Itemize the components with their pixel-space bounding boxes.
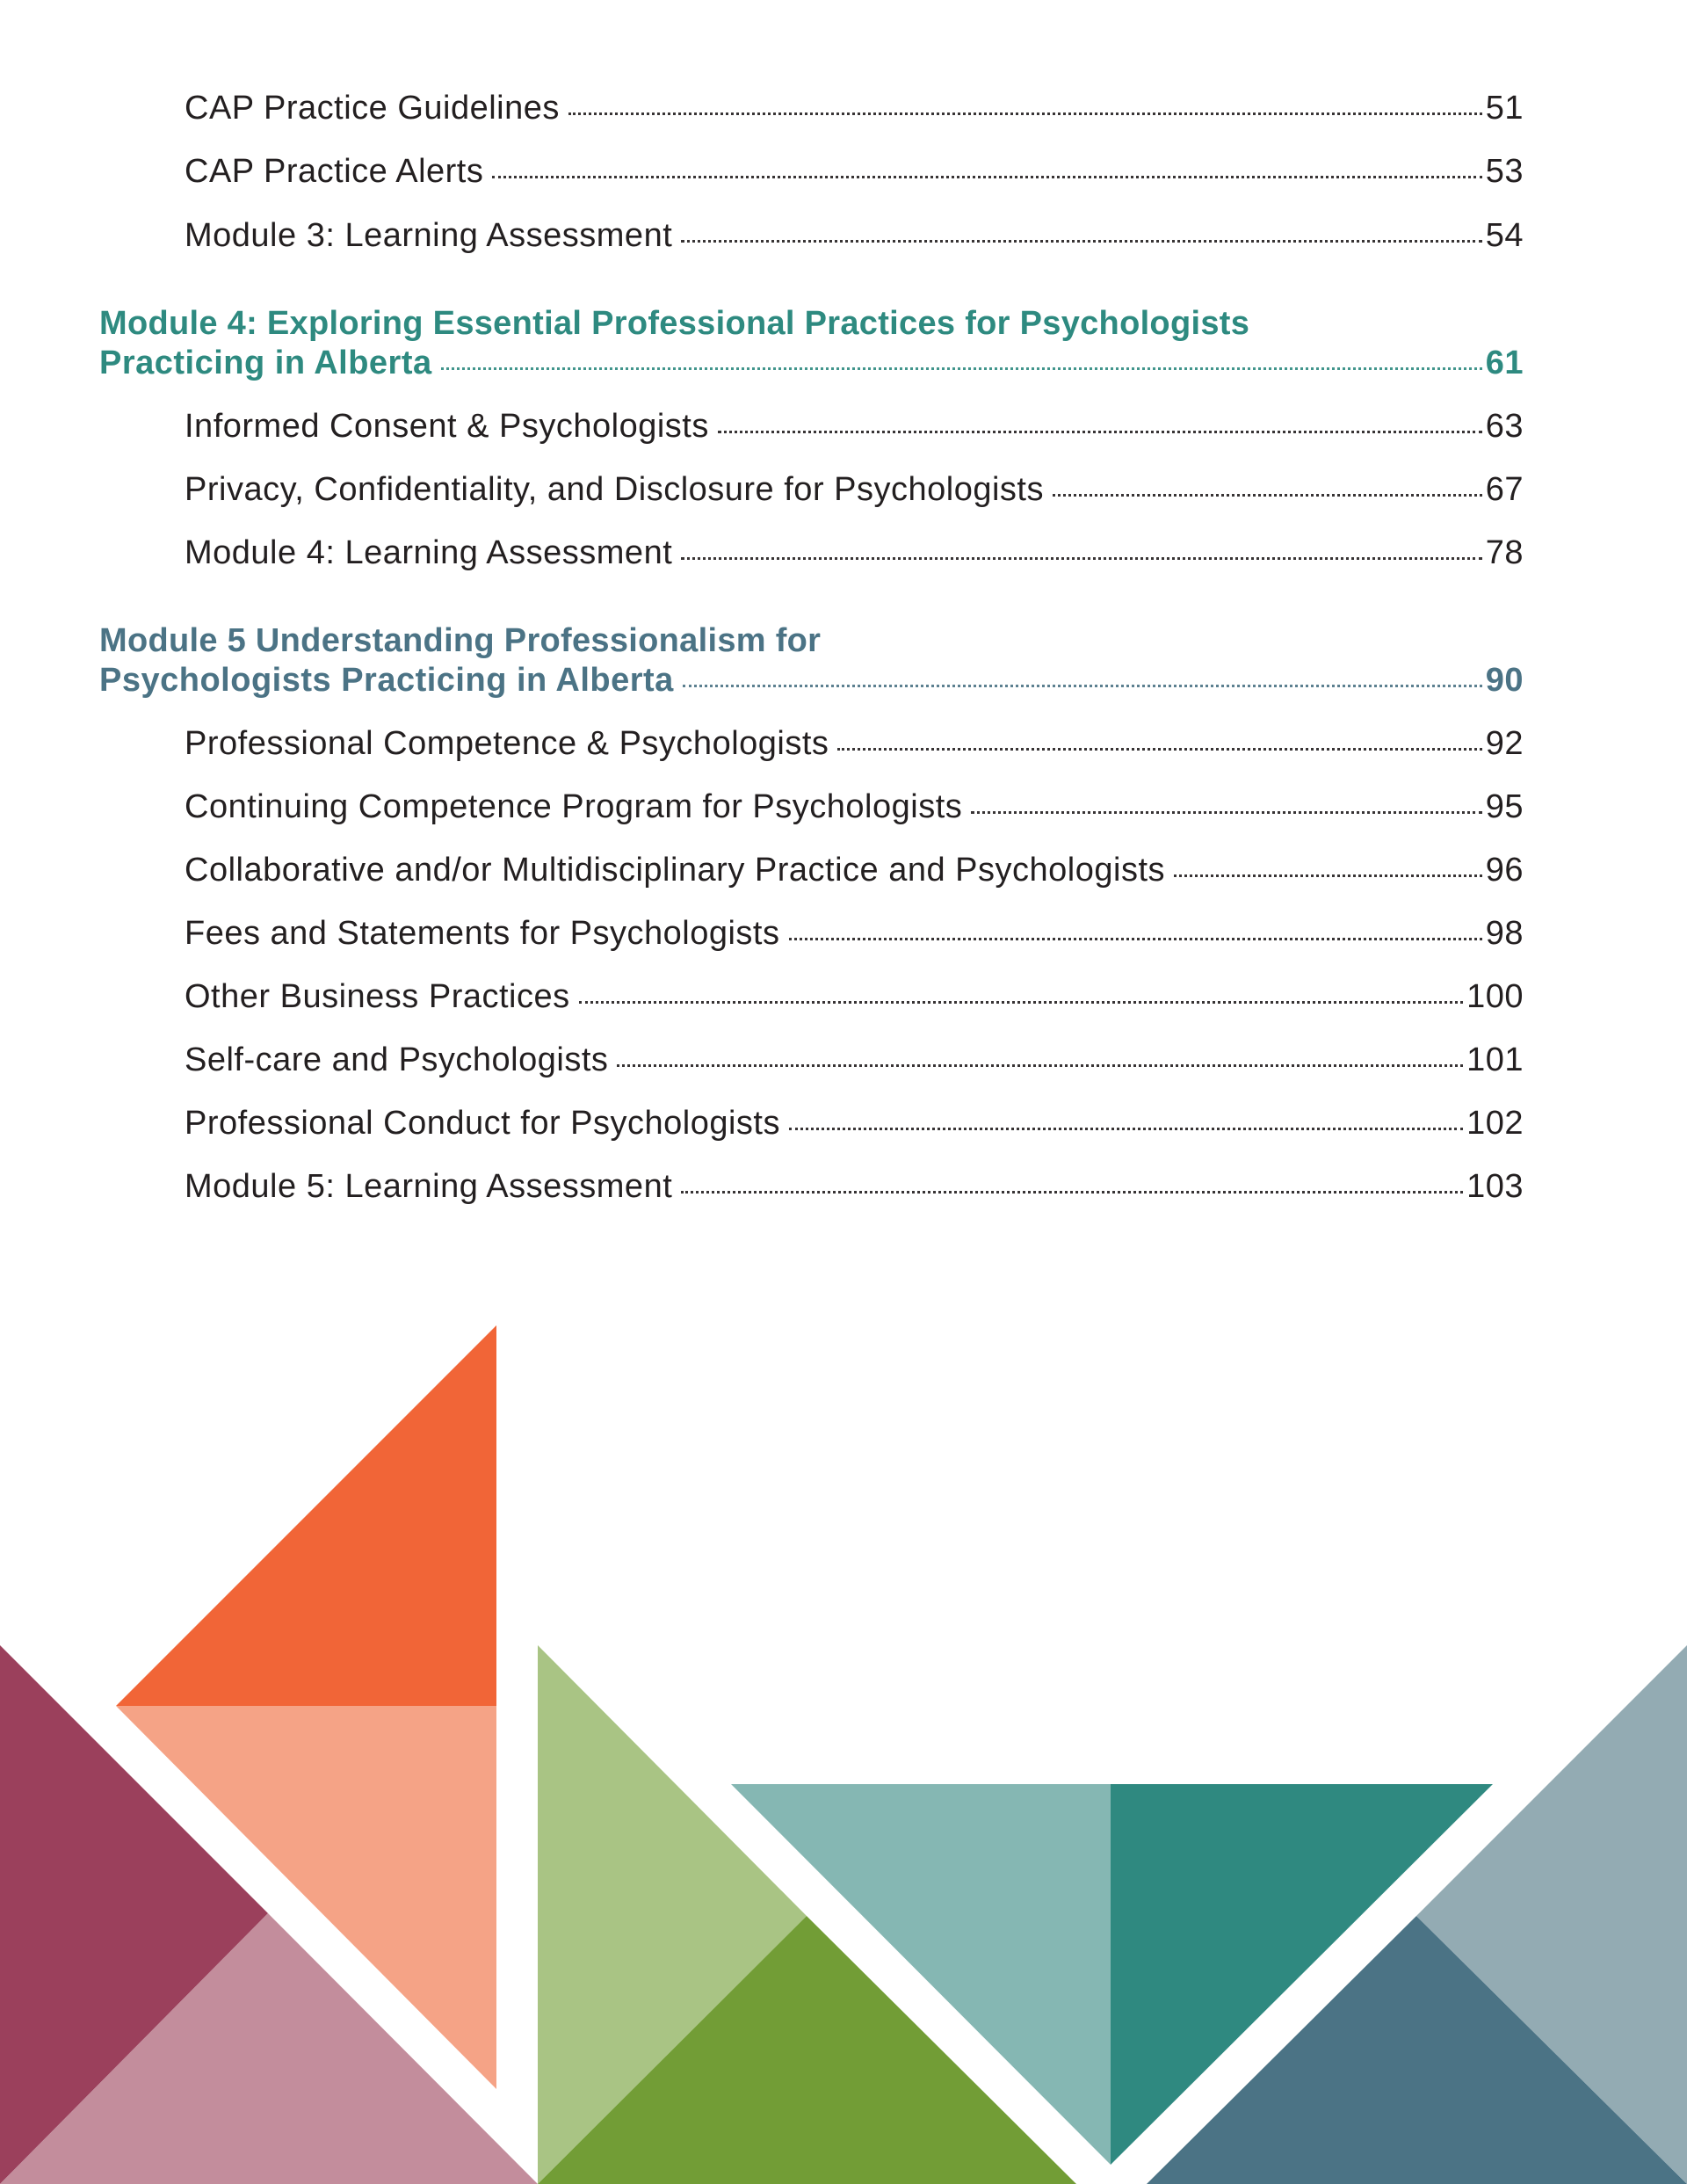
module5-heading-line2: Psychologists Practicing in Alberta <box>99 662 674 699</box>
toc-entry-label: Fees and Statements for Psychologists <box>185 915 780 952</box>
toc-entry-page: 51 <box>1485 90 1524 127</box>
toc-entry-label: Other Business Practices <box>185 978 570 1015</box>
toc-entry-page: 103 <box>1466 1168 1524 1205</box>
toc-entry-page: 96 <box>1485 852 1524 889</box>
toc-entry-label: Self-care and Psychologists <box>185 1041 609 1078</box>
toc-entry-page: 53 <box>1485 153 1524 190</box>
toc-entry-page: 98 <box>1485 915 1524 952</box>
toc-entry-page: 92 <box>1485 725 1524 762</box>
toc-entry-label: CAP Practice Guidelines <box>185 90 560 127</box>
module4-heading-line2: Practicing in Alberta <box>99 345 432 381</box>
toc-entry-page: 54 <box>1485 217 1524 254</box>
module4-heading-line1[interactable]: Module 4: Exploring Essential Professional Practices for Psychologists <box>99 305 1250 342</box>
toc-entry-page: 101 <box>1466 1041 1524 1078</box>
toc-entry-page: 63 <box>1485 408 1524 445</box>
orange-triangle <box>116 1325 496 1706</box>
toc-entry-page: 95 <box>1485 788 1524 825</box>
module4-page: 61 <box>1485 345 1524 381</box>
toc-entry-label: Professional Competence & Psychologists <box>185 725 829 762</box>
module5-page: 90 <box>1485 662 1524 699</box>
toc-entry-page: 100 <box>1466 978 1524 1015</box>
toc-entry-page: 102 <box>1466 1105 1524 1142</box>
toc-entry-label: Informed Consent & Psychologists <box>185 408 709 445</box>
toc-entry-label: Module 3: Learning Assessment <box>185 217 673 254</box>
toc-entry-label: Professional Conduct for Psychologists <box>185 1105 780 1142</box>
toc-entry-page: 67 <box>1485 471 1524 508</box>
toc-entry-label: Collaborative and/or Multidisciplinary Practice and Psychologists <box>185 852 1166 889</box>
toc-entry-label: Privacy, Confidentiality, and Disclosure for Psychologists <box>185 471 1044 508</box>
toc-entry-label: Module 4: Learning Assessment <box>185 534 673 571</box>
module5-heading-line1[interactable]: Module 5 Understanding Professionalism for <box>99 622 822 659</box>
toc-entry-page: 78 <box>1485 534 1524 571</box>
toc-entry-label: Module 5: Learning Assessment <box>185 1168 673 1205</box>
toc-entry-label: Continuing Competence Program for Psychologists <box>185 788 963 825</box>
toc-entry-label: CAP Practice Alerts <box>185 153 484 190</box>
